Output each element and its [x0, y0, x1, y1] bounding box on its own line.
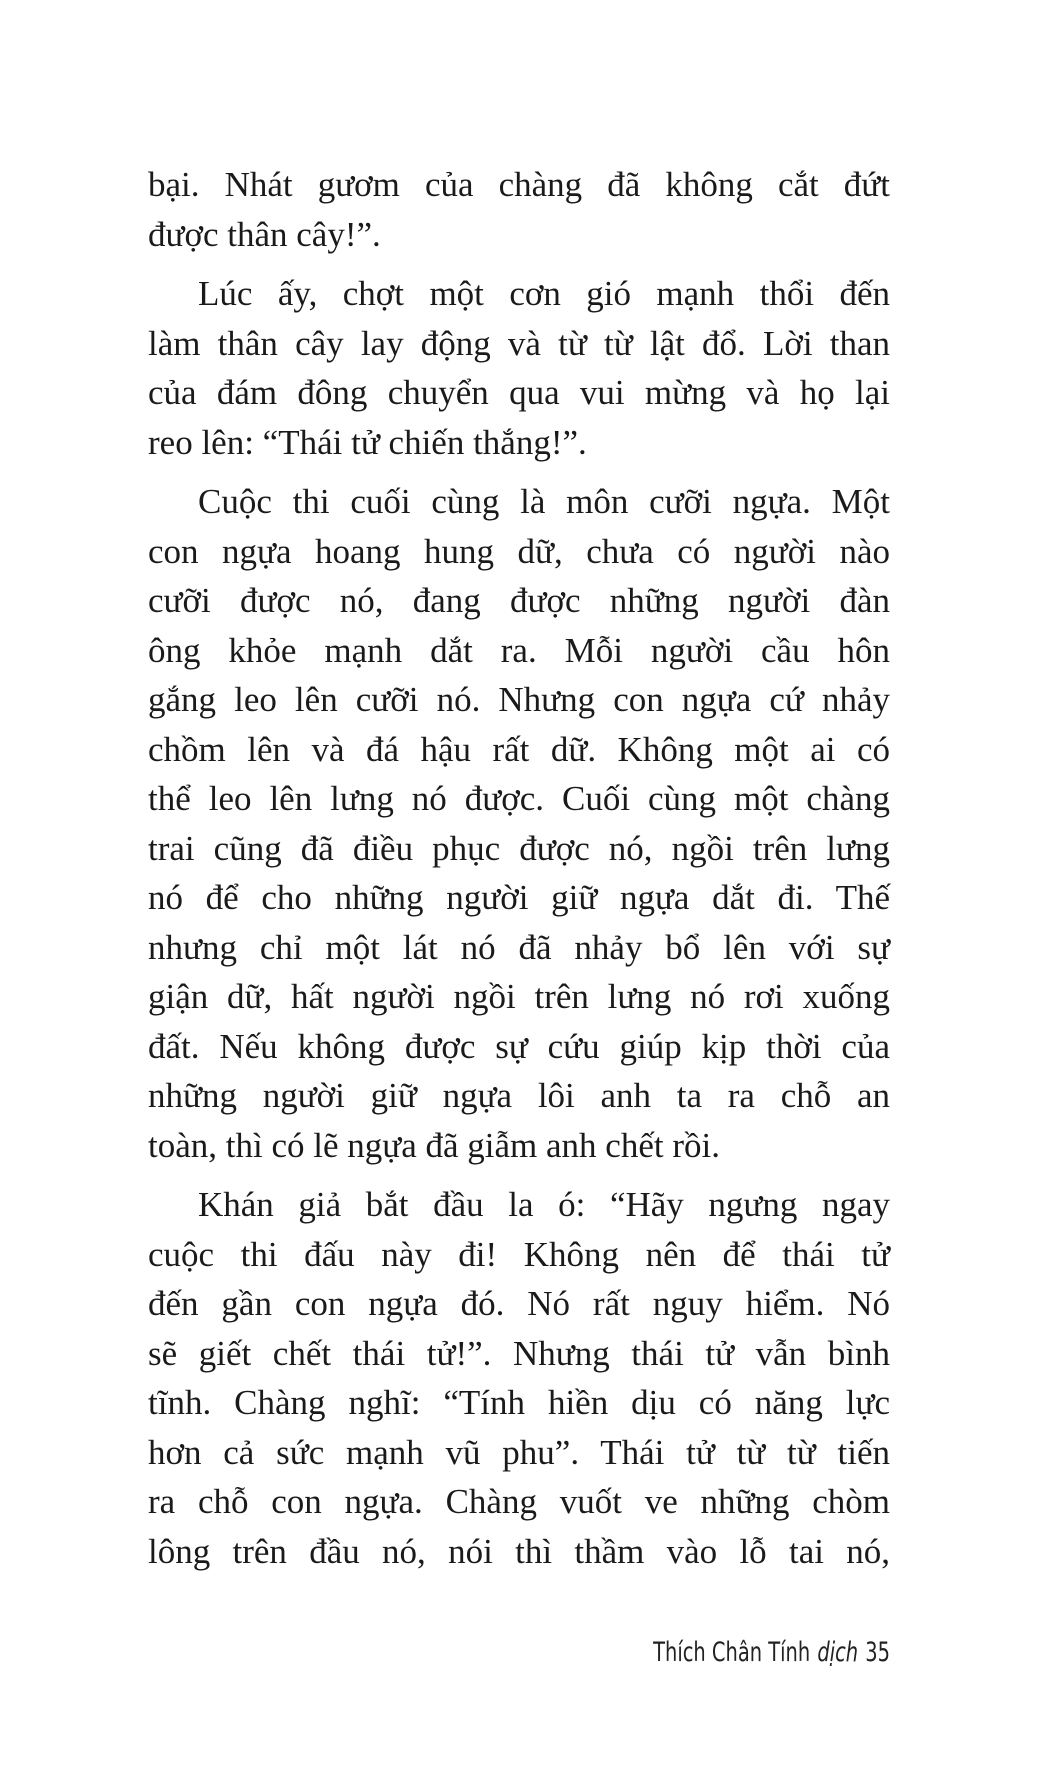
paragraph [148, 160, 890, 259]
text-line: Lúc ấy, chợt một cơn gió mạnh thổi đến [198, 274, 890, 313]
text-line: Cuộc thi cuối cùng là môn cưỡi ngựa. Một [198, 482, 890, 521]
text-line: được thân cây!”. [148, 214, 381, 254]
text-line: nó để cho những người giữ ngựa dắt đi. Thế [148, 878, 890, 917]
text-line: đến gần con ngựa đó. Nó rất nguy hiểm. Nó [148, 1284, 890, 1323]
text-line: cưỡi được nó, đang được những người đàn [148, 581, 890, 620]
text-line: sẽ giết chết thái tử!”. Nhưng thái tử vẫn bình [148, 1333, 890, 1373]
text-line: của đám đông chuyển qua vui mừng và họ lại [148, 373, 890, 412]
text-line: gắng leo lên cưỡi nó. Nhưng con ngựa cứ nhảy [148, 680, 890, 719]
text-line: những người giữ ngựa lôi anh ta ra chỗ an [148, 1076, 890, 1115]
text-line: cuộc thi đấu này đi! Không nên để thái tử [148, 1234, 890, 1274]
text-line: Khán giả bắt đầu la ó: “Hãy ngưng ngay [198, 1185, 890, 1224]
paragraph [148, 1180, 890, 1576]
text-line: giận dữ, hất người ngồi trên lưng nó rơi xuống [148, 977, 890, 1016]
text-line: bại. Nhát gươm của chàng đã không cắt đứt [148, 165, 890, 204]
paragraph [148, 477, 890, 1170]
text-line: thể leo lên lưng nó được. Cuối cùng một chàng [148, 779, 890, 818]
page-footer [646, 1637, 890, 1668]
paragraph [148, 269, 890, 467]
text-line: toàn, thì có lẽ ngựa đã giẫm anh chết rồi. [148, 1125, 720, 1165]
text-line: ông khỏe mạnh dắt ra. Mỗi người cầu hôn [148, 630, 890, 670]
text-line: nhưng chỉ một lát nó đã nhảy bổ lên với sự [148, 927, 890, 967]
text-line: làm thân cây lay động và từ từ lật đổ. Lời than [148, 323, 890, 363]
text-line: chồm lên và đá hậu rất dữ. Không một ai có [148, 729, 890, 769]
translator-name: Thích Chân Tính [653, 1637, 811, 1668]
page-body [148, 160, 890, 1586]
text-line: trai cũng đã điều phục được nó, ngồi trên lưng [148, 828, 890, 868]
text-line: tĩnh. Chàng nghĩ: “Tính hiền dịu có năng lực [148, 1383, 890, 1422]
text-line: con ngựa hoang hung dữ, chưa có người nào [148, 531, 890, 571]
text-line: hơn cả sức mạnh vũ phu”. Thái tử từ từ tiến [148, 1432, 890, 1472]
translator-role: dịch [817, 1637, 859, 1668]
text-line: reo lên: “Thái tử chiến thắng!”. [148, 422, 587, 462]
text-line: lông trên đầu nó, nói thì thầm vào lỗ tai nó, [148, 1531, 890, 1571]
text-line: đất. Nếu không được sự cứu giúp kịp thời của [148, 1026, 890, 1066]
text-line: ra chỗ con ngựa. Chàng vuốt ve những chòm [148, 1482, 890, 1521]
page-number: 35 [865, 1637, 890, 1668]
